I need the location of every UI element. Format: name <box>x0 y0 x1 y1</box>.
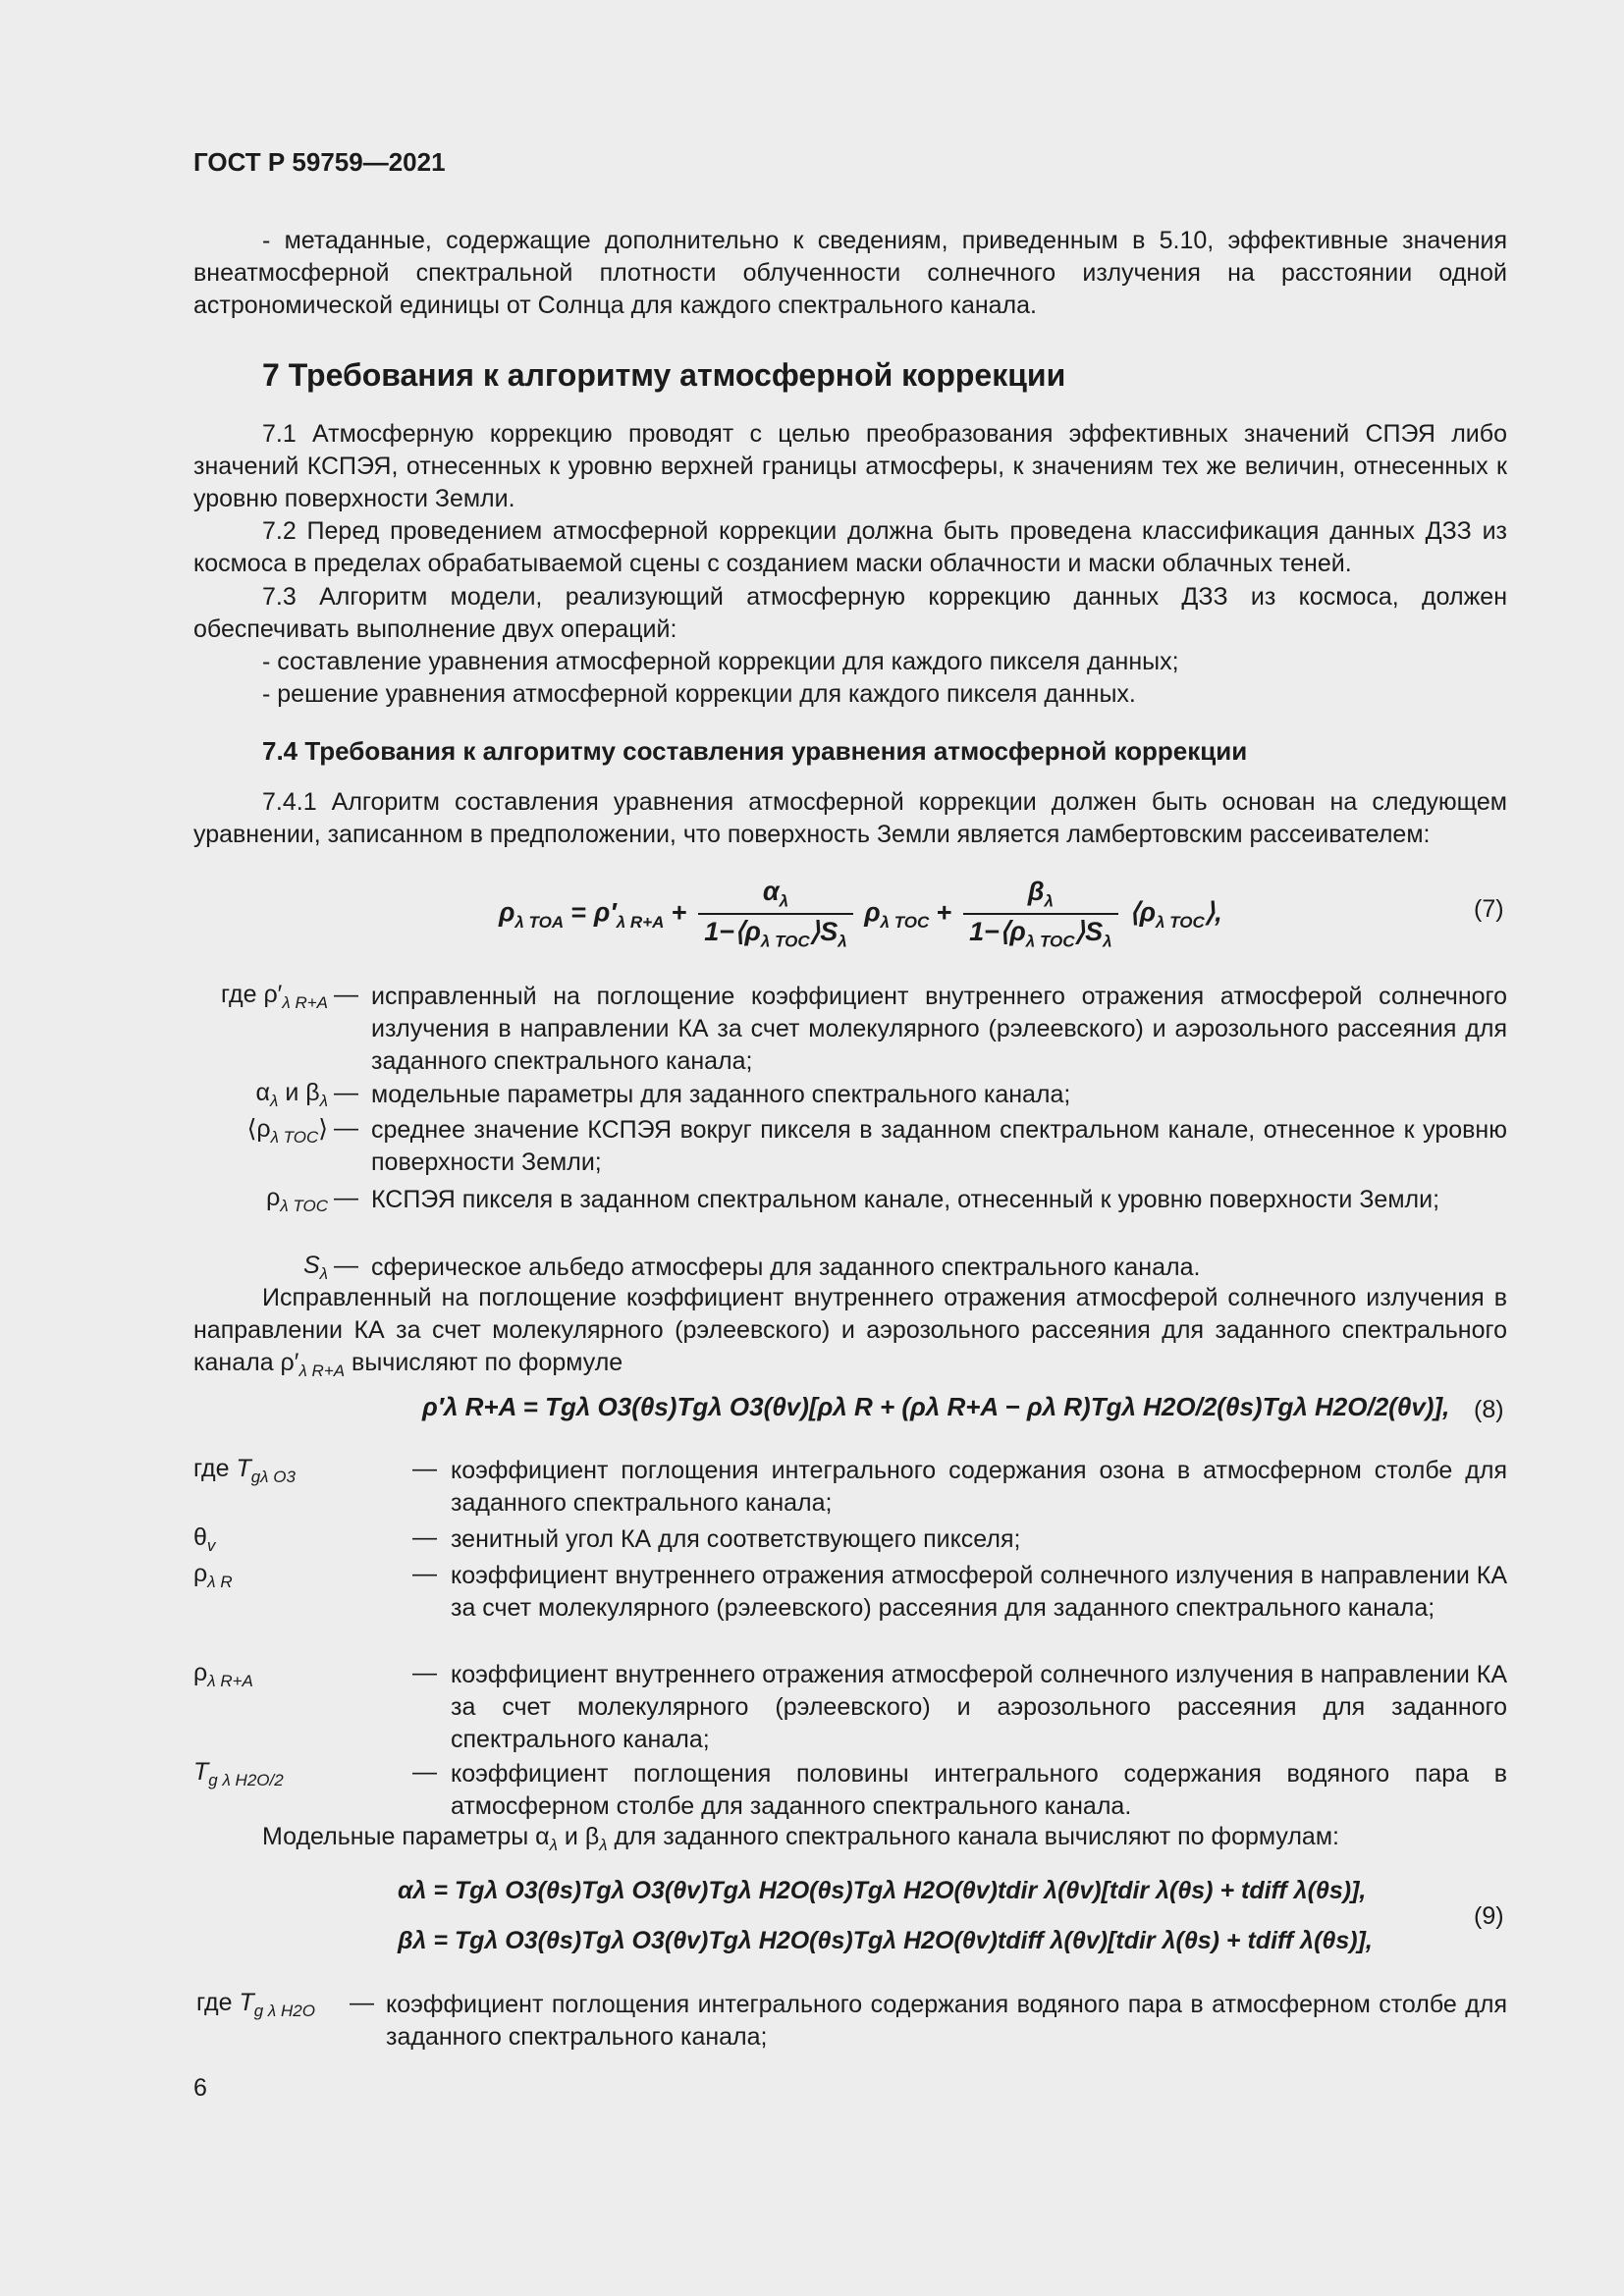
definition-dash: — <box>412 1455 437 1482</box>
definition-symbol: $S_\lambda$ <box>302 1252 328 1283</box>
definition-dash: — <box>412 1659 437 1686</box>
definition-text: исправленный на поглощение коэффициент внутреннего отражения атмосферой солнечного излучения в направлении КА за счет молекулярного (рэлеевского) и аэрозольного рассеяния для заданного спектрального канала; <box>371 983 1507 1075</box>
definition-dash: — <box>334 1252 358 1279</box>
document-header: ГОСТ Р 59759—2021 <box>193 147 446 177</box>
corrected-coefficient-paragraph: Исправленный на поглощение коэффициент внутреннего отражения атмосферой солнечного излучения в направлении КА за счет молекулярного (рэлеевского) и аэрозольного рассеяния для заданного спектрального канала $\rho'_{\lambda R+A}$ вычисляют по формуле <box>193 1284 1507 1380</box>
definition-text: коэффициент внутреннего отражения атмосферой солнечного излучения в направлении КА за счет молекулярного (рэлеевского) рассеяния для заданного спектрального канала; <box>451 1562 1507 1622</box>
paragraph-7-1: 7.1 Атмосферную коррекцию проводят с целью преобразования эффективных значений СПЭЯ либо значений КСПЭЯ, отнесенных к уровню верхней границы атмосферы, к значениям тех же величин, отнесенных к уровню поверхности Земли. <box>193 420 1507 512</box>
definition-text: модельные параметры для заданного спектрального канала; <box>371 1081 1071 1108</box>
equation-7: $\rho_{\lambda TOA} = \rho'_{\lambda R+A}$ + $\frac{\alpha_\lambda}{1-⟨\rho_{\lambda TOC}⟩S_\lambda}$ $\rho_{\lambda TOC}$ + $\frac{\beta_\lambda}{1-⟨\rho_{\lambda TOC}⟩S_\lambda}$ $⟨\rho_{\lambda TOC}⟩$, <box>499 877 1222 951</box>
equation-9-beta: βλ = Tgλ O3(θs)Tgλ O3(θv)Tgλ H2O(θs)Tgλ H2O(θv)tdiff λ(θv)[tdir λ(θs) + tdiff λ(θs)], <box>398 1927 1373 1954</box>
definition-dash: — <box>334 1114 358 1142</box>
definition-text: коэффициент поглощения интегрального содержания озона в атмосферном столбе для заданного спектрального канала; <box>451 1457 1507 1517</box>
definition-symbol: $T_{g \lambda H2O/2}$ <box>193 1758 284 1789</box>
definition-text: коэффициент поглощения половины интегрального содержания водяного пара в атмосферном столбе для заданного спектрального канала. <box>451 1760 1507 1820</box>
model-parameters-paragraph: Модельные параметры $\alpha_\lambda$ и $\beta_\lambda$ для заданного спектрального канала вычисляют по формулам: <box>262 1823 1339 1854</box>
operation-item-1: - составление уравнения атмосферной коррекции для каждого пикселя данных; <box>262 648 1179 675</box>
section-7-title: 7 Требования к алгоритму атмосферной коррекции <box>262 357 1066 393</box>
subsection-7-4-title: 7.4 Требования к алгоритму составления уравнения атмосферной коррекции <box>262 736 1248 766</box>
definition-symbol: где $T_{g\lambda O3}$ <box>193 1455 296 1486</box>
equation-9-alpha: αλ = Tgλ O3(θs)Tgλ O3(θv)Tgλ H2O(θs)Tgλ H2O(θv)tdir λ(θv)[tdir λ(θs) + tdiff λ(θs)], <box>398 1877 1367 1904</box>
metadata-bullet: - метаданные, содержащие дополнительно к сведениям, приведенным в 5.10, эффективные значения внеатмосферной спектральной плотности облученности солнечного излучения на расстоянии одной астрономической единицы от Солнца для каждого спектрального канала. <box>193 227 1507 319</box>
definition-text: коэффициент поглощения интегрального содержания водяного пара в атмосферном столбе для заданного спектрального канала; <box>386 1991 1507 2051</box>
definition-dash: — <box>334 1184 358 1211</box>
definition-text: КСПЭЯ пикселя в заданном спектральном канале, отнесенный к уровню поверхности Земли; <box>371 1186 1440 1213</box>
definition-dash: — <box>334 1079 358 1106</box>
definition-dash: — <box>334 981 358 1008</box>
definition-dash: — <box>412 1523 437 1551</box>
equation-8-number: (8) <box>1474 1396 1504 1423</box>
paragraph-7-2: 7.2 Перед проведением атмосферной коррекции должна быть проведена классификация данных ДЗЗ из космоса в пределах обрабатываемой сцены с созданием маски облачности и маски облачных теней. <box>193 517 1507 577</box>
definition-dash: — <box>412 1560 437 1587</box>
definition-dash: — <box>412 1758 437 1786</box>
definition-text: зенитный угол КА для соответствующего пикселя; <box>451 1525 1021 1553</box>
equation-9-number: (9) <box>1474 1902 1504 1930</box>
definition-symbol: где $\rho'_{\lambda R+A}$ <box>221 981 328 1012</box>
definition-symbol: $\rho_{\lambda R}$ <box>193 1560 233 1591</box>
paragraph-7-3: 7.3 Алгоритм модели, реализующий атмосферную коррекцию данных ДЗЗ из космоса, должен обеспечивать выполнение двух операций: <box>193 583 1507 643</box>
paragraph-7-4-1: 7.4.1 Алгоритм составления уравнения атмосферной коррекции должен быть основан на следующем уравнении, записанном в предположении, что поверхность Земли является ламбертовским рассеивателем: <box>193 788 1507 848</box>
definition-symbol: $\rho_{\lambda TOC}$ <box>266 1184 328 1215</box>
definition-text: сферическое альбедо атмосферы для заданного спектрального канала. <box>371 1254 1201 1281</box>
definition-symbol: где $T_{g \lambda H2O}$ <box>196 1989 315 2020</box>
equation-7-number: (7) <box>1474 895 1504 923</box>
equation-8: ρ′λ R+A = Tgλ O3(θs)Tgλ O3(θv)[ρλ R + (ρλ R+A − ρλ R)Tgλ H2O/2(θs)Tgλ H2O/2(θv)], <box>422 1392 1450 1421</box>
definition-symbol: $⟨\rho_{\lambda TOC}⟩$ <box>246 1115 328 1147</box>
definition-dash: — <box>350 1989 374 2016</box>
definition-symbol: $\alpha_\lambda$ и $\beta_\lambda$ <box>255 1079 328 1110</box>
definition-symbol: $\rho_{\lambda R+A}$ <box>193 1659 253 1690</box>
definition-text: коэффициент внутреннего отражения атмосферой солнечного излучения в направлении КА за счет молекулярного (рэлеевского) и аэрозольного рассеяния для заданного спектрального канала; <box>451 1661 1507 1753</box>
operation-item-2: - решение уравнения атмосферной коррекции для каждого пикселя данных. <box>262 680 1136 708</box>
definition-symbol: $\theta_v$ <box>193 1523 216 1555</box>
page-number: 6 <box>193 2074 207 2102</box>
definition-text: среднее значение КСПЭЯ вокруг пикселя в заданном спектральном канале, отнесенное к уровню поверхности Земли; <box>371 1116 1507 1176</box>
